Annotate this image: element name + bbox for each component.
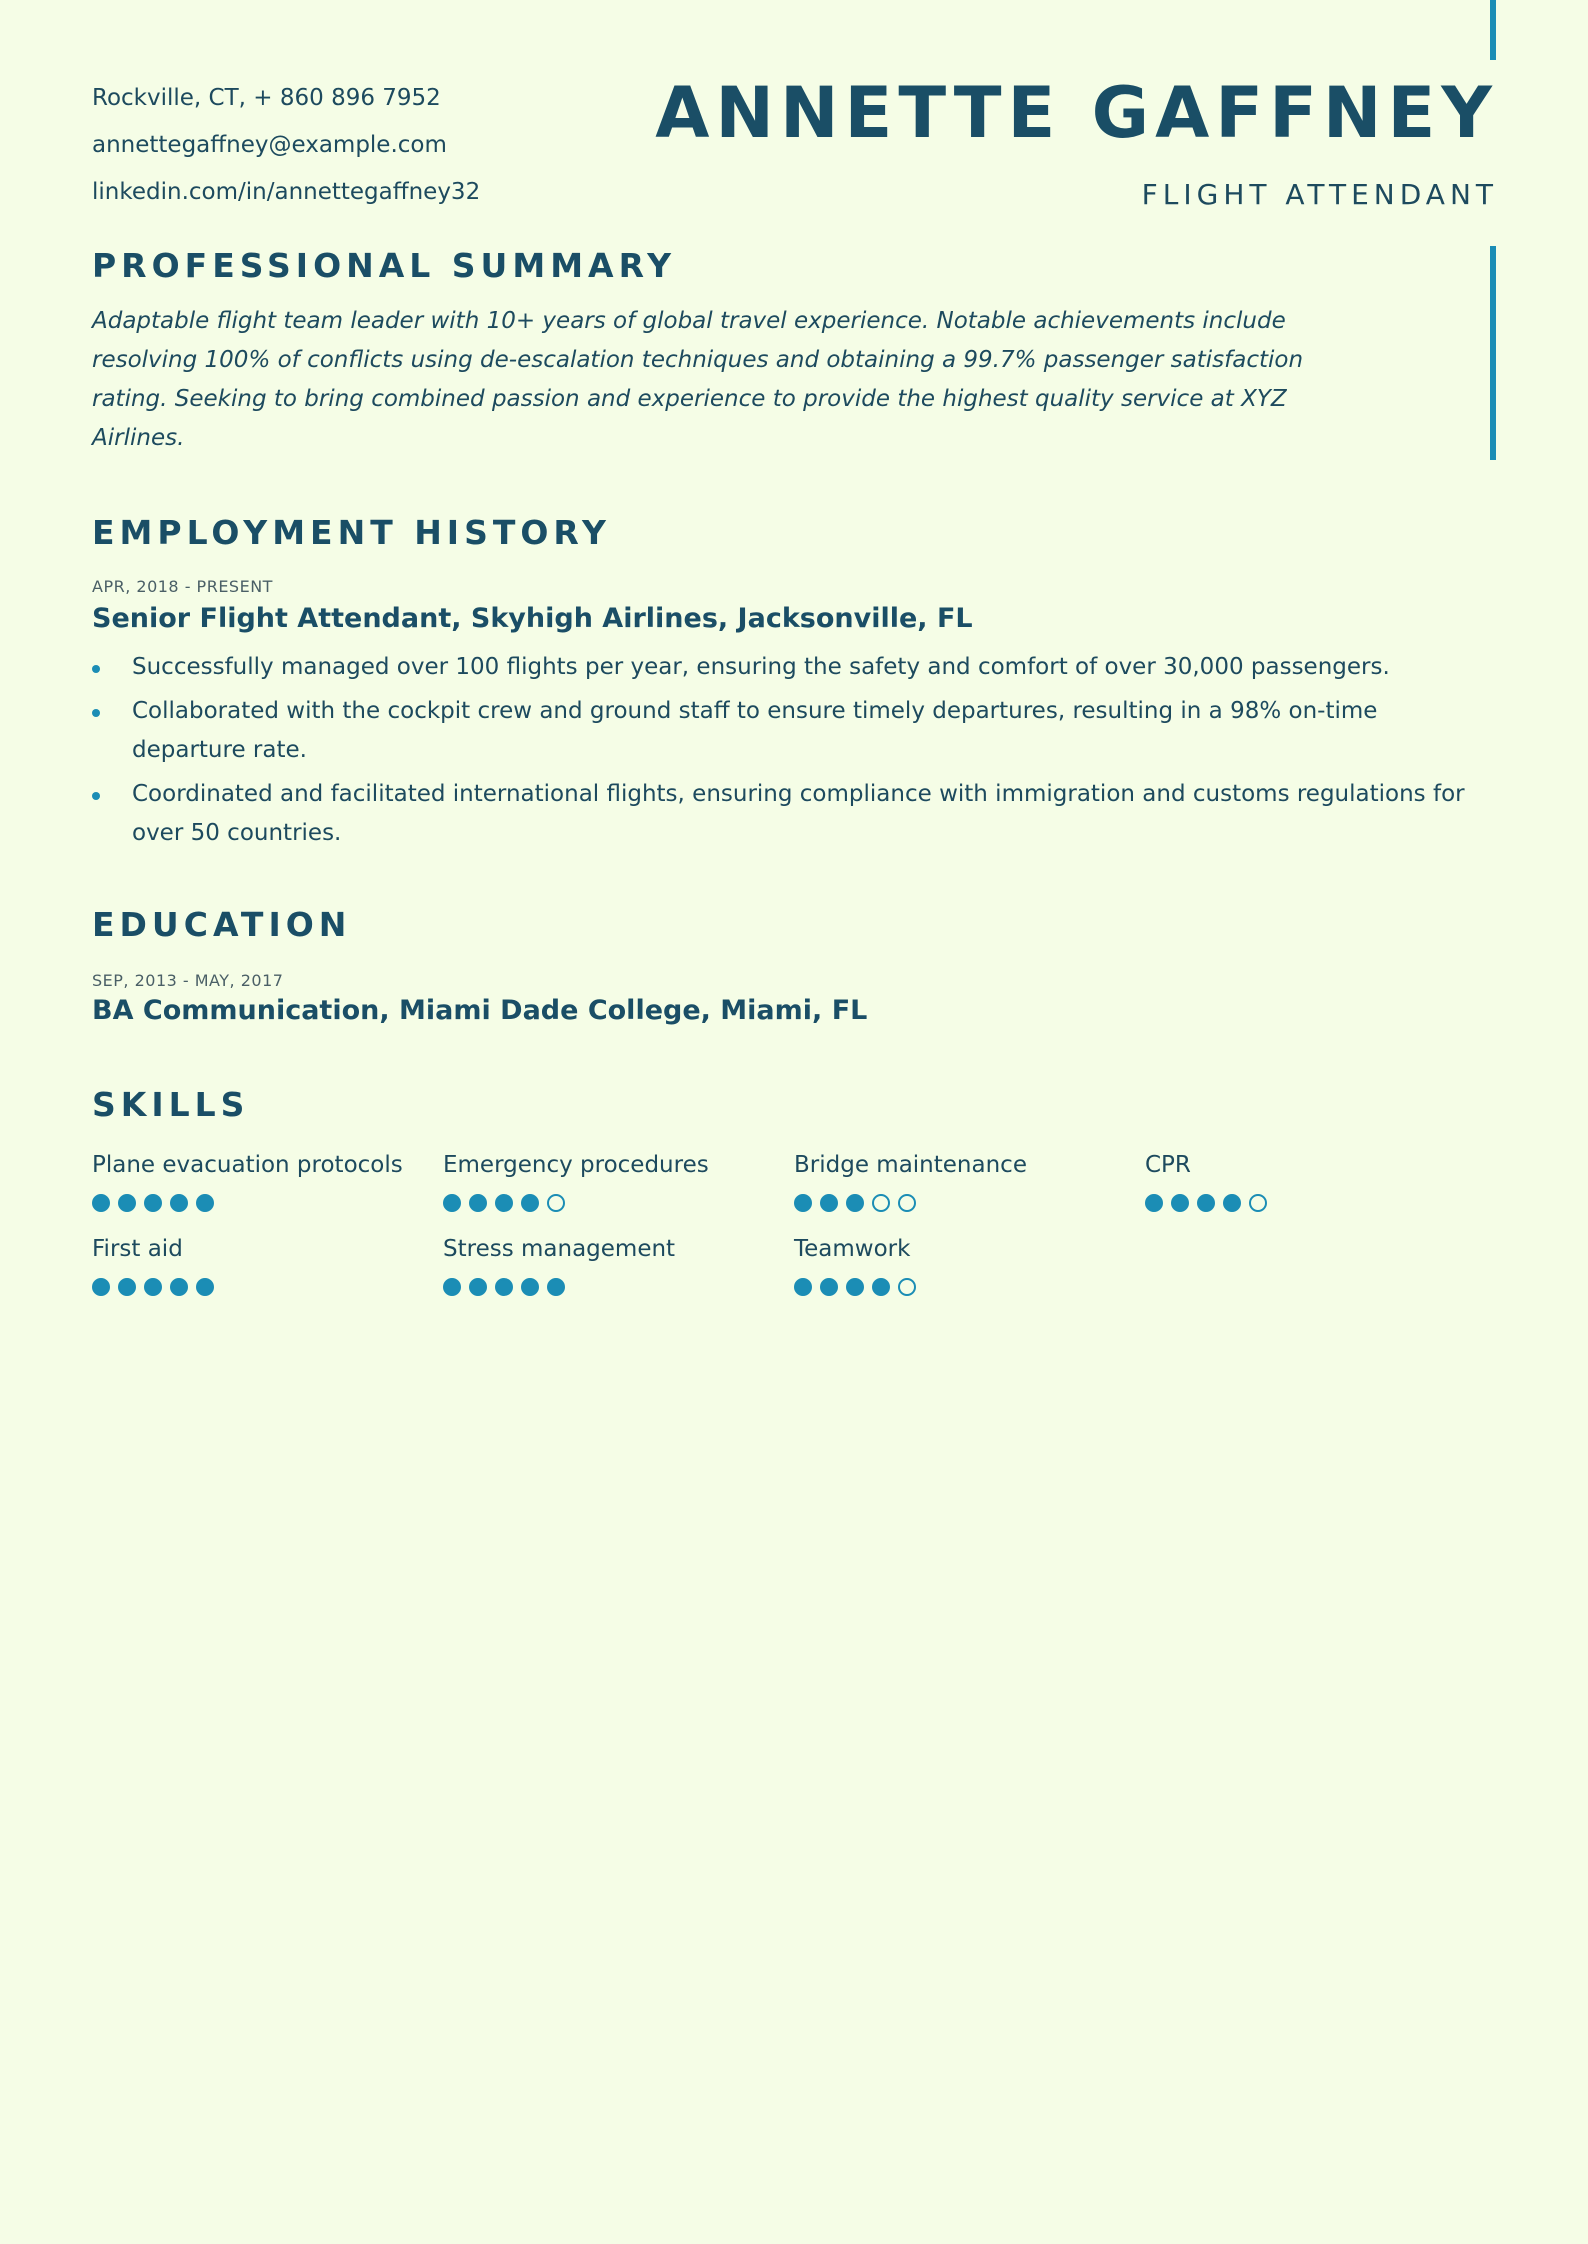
skill-rating (92, 1194, 432, 1214)
rating-empty-dot-icon (872, 1194, 890, 1212)
skill-name: First aid (92, 1236, 183, 1262)
rating-filled-dot-icon (1171, 1194, 1189, 1212)
rating-filled-dot-icon (469, 1194, 487, 1212)
rating-filled-dot-icon (469, 1278, 487, 1296)
skill-item (443, 1150, 783, 1214)
rating-empty-dot-icon (898, 1278, 916, 1296)
job-dates: APR, 2018 - PRESENT (92, 577, 273, 596)
skill-item (92, 1150, 432, 1214)
bullet-dot-icon (92, 792, 100, 800)
bullet-dot-icon (92, 665, 100, 673)
rating-filled-dot-icon (521, 1194, 539, 1212)
rating-filled-dot-icon (144, 1278, 162, 1296)
skill-rating (443, 1278, 783, 1298)
rating-filled-dot-icon (118, 1278, 136, 1296)
rating-filled-dot-icon (820, 1194, 838, 1212)
skill-item (1145, 1150, 1485, 1214)
contact-linkedin[interactable]: linkedin.com/in/annettegaffney32 (92, 179, 481, 205)
bullet-dot-icon (92, 709, 100, 717)
rating-filled-dot-icon (443, 1278, 461, 1296)
skill-name: Emergency procedures (443, 1152, 709, 1178)
skill-item (794, 1150, 1134, 1214)
skill-name: Teamwork (794, 1236, 911, 1262)
job-title: Senior Flight Attendant, Skyhigh Airlines, Jacksonville, FL (92, 603, 973, 634)
rating-empty-dot-icon (898, 1194, 916, 1212)
rating-filled-dot-icon (1197, 1194, 1215, 1212)
rating-filled-dot-icon (495, 1278, 513, 1296)
rating-filled-dot-icon (794, 1278, 812, 1296)
rating-filled-dot-icon (547, 1278, 565, 1296)
rating-filled-dot-icon (846, 1194, 864, 1212)
rating-filled-dot-icon (92, 1278, 110, 1296)
rating-filled-dot-icon (170, 1278, 188, 1296)
skill-name: CPR (1145, 1152, 1191, 1178)
job-bullet-text: Coordinated and facilitated international flights, ensuring compliance with immigration and customs regulations for over 50 countries. (132, 781, 1465, 846)
job-bullet (92, 775, 1492, 853)
employment-heading: EMPLOYMENT HISTORY (92, 513, 611, 552)
candidate-name: ANNETTE GAFFNEY (655, 72, 1498, 154)
rating-filled-dot-icon (1145, 1194, 1163, 1212)
rating-filled-dot-icon (1223, 1194, 1241, 1212)
skill-rating (794, 1194, 1134, 1214)
rating-empty-dot-icon (1249, 1194, 1267, 1212)
rating-filled-dot-icon (118, 1194, 136, 1212)
rating-filled-dot-icon (820, 1278, 838, 1296)
job-bullet-text: Successfully managed over 100 flights per year, ensuring the safety and comfort of over 30,000 passengers. (132, 654, 1390, 680)
job-bullet (92, 648, 1492, 687)
education-title: BA Communication, Miami Dade College, Miami, FL (92, 995, 868, 1026)
skill-rating (92, 1278, 432, 1298)
rating-filled-dot-icon (794, 1194, 812, 1212)
skill-name: Plane evacuation protocols (92, 1152, 403, 1178)
rating-empty-dot-icon (547, 1194, 565, 1212)
rating-filled-dot-icon (872, 1278, 890, 1296)
rating-filled-dot-icon (846, 1278, 864, 1296)
skill-rating (1145, 1194, 1485, 1214)
rating-filled-dot-icon (144, 1194, 162, 1212)
rating-filled-dot-icon (495, 1194, 513, 1212)
skill-rating (443, 1194, 783, 1214)
contact-location-phone: Rockville, CT, + 860 896 7952 (92, 85, 441, 111)
job-bullets (92, 648, 1492, 858)
rating-filled-dot-icon (196, 1194, 214, 1212)
skills-heading: SKILLS (92, 1085, 250, 1124)
contact-email[interactable]: annettegaffney@example.com (92, 132, 447, 158)
skill-name: Bridge maintenance (794, 1152, 1027, 1178)
job-bullet (92, 692, 1492, 770)
rating-filled-dot-icon (92, 1194, 110, 1212)
rating-filled-dot-icon (170, 1194, 188, 1212)
contact-block (92, 80, 480, 221)
rating-filled-dot-icon (521, 1278, 539, 1296)
education-dates: SEP, 2013 - MAY, 2017 (92, 971, 284, 990)
summary-text: Adaptable flight team leader with 10+ years of global travel experience. Notable achievements include resolving 100% of conflicts using de-escalation techniques and obtaining a 99.7% passenger satisfaction rating. Seeking to bring combined passion and experience to provide the highest quality service at XYZ Airlines. (92, 308, 1304, 451)
education-heading: EDUCATION (92, 905, 352, 944)
skill-name: Stress management (443, 1236, 676, 1262)
accent-bar-summary (1490, 246, 1496, 460)
skill-item (794, 1234, 1134, 1298)
skill-item (443, 1234, 783, 1298)
rating-filled-dot-icon (196, 1278, 214, 1296)
accent-bar-top (1490, 0, 1496, 60)
skill-item (92, 1234, 432, 1298)
candidate-job-title: FLIGHT ATTENDANT (1141, 178, 1498, 211)
job-bullet-text: Collaborated with the cockpit crew and ground staff to ensure timely departures, resulting in a 98% on-time departure rate. (132, 698, 1378, 763)
rating-filled-dot-icon (443, 1194, 461, 1212)
summary-heading: PROFESSIONAL SUMMARY (92, 246, 677, 285)
skill-rating (794, 1278, 1134, 1298)
